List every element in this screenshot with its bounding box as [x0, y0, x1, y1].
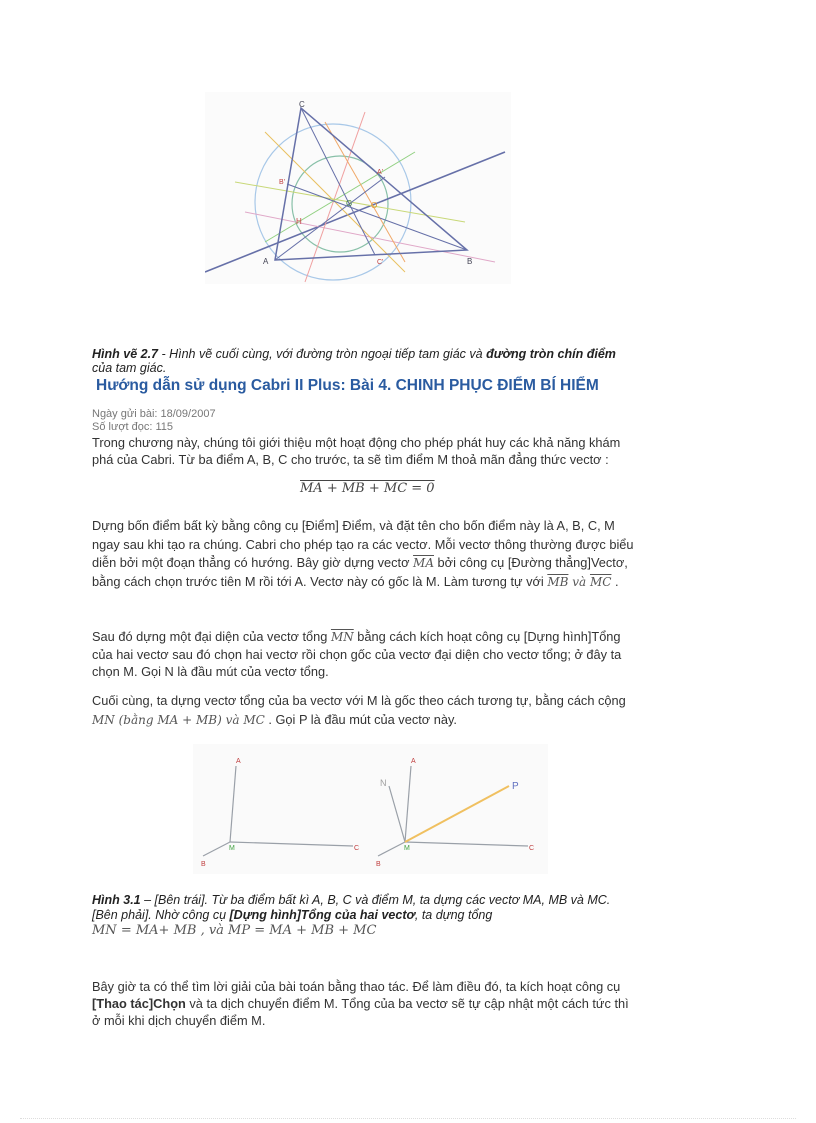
paragraph-manipulate: Bây giờ ta có thể tìm lời giải của bài toán bằng thao tác. Để làm điều đó, ta kích hoạt công cụ [Thao tác]Chọn và ta dịch chuyển điểm M. Tổng của ba vectơ sẽ tự cập nhật một cách tức thì ở mỗi khi dịch chuyển điểm M.: [92, 979, 629, 1028]
vector-mn: $\overline{MN}$: [330, 630, 354, 644]
vector-mc: $\overline{MC}$: [589, 574, 612, 589]
right-label-A: A: [411, 758, 416, 765]
caption-label: Hình vẽ 2.7: [92, 347, 158, 361]
figure-caption-2: Hình 3.1 – [Bên trái]. Từ ba điểm bất kì A, B, C và điểm M, ta dựng các vectơ MA, MB và MC. [Bên phải]. Nhờ công cụ [Dựng hình]Tổng của hai vectơ, ta dựng tổng MN = MA+ MB , và MP = MA + MB + MC: [92, 893, 611, 938]
paragraph-sum: Sau đó dựng một đại diện của vectơ tổng $\overline{MN}$ bằng cách kích hoạt công cụ [Dựng hình]Tổng của hai vectơ sau đó chọn hai vectơ rồi chọn gốc của vectơ đại diện cho vectơ tổng; ở đây ta chọn M. Gọi N là đầu mút của vectơ tổng.: [92, 629, 622, 679]
divider: [20, 1118, 796, 1119]
left-label-A: A: [236, 758, 241, 765]
label-P: P: [512, 781, 519, 792]
vector-equation: MA + MB + MC = 0: [300, 481, 435, 496]
caption-formula: MN = MA+ MB , và MP = MA + MB + MC: [92, 923, 377, 938]
right-label-B: B: [376, 861, 381, 868]
label-C1: C': [377, 259, 384, 266]
left-label-C: C: [354, 845, 360, 852]
label-O: O: [371, 201, 378, 210]
label-N: N: [380, 778, 387, 788]
figure-caption-1: Hình vẽ 2.7 - Hình vẽ cuối cùng, với đường tròn ngoại tiếp tam giác và đường tròn chín điểm của tam giác.: [92, 347, 616, 375]
label-G: G: [346, 199, 353, 208]
left-label-M: M: [229, 845, 235, 852]
article-title[interactable]: Hướng dẫn sử dụng Cabri II Plus: Bài 4. CHINH PHỤC ĐIỂM BÍ HIỂM: [96, 377, 599, 394]
view-count: Số lượt đọc: 115: [92, 421, 174, 433]
label-C: C: [299, 100, 305, 109]
right-label-C: C: [529, 845, 535, 852]
post-date: Ngày gửi bài: 18/09/2007: [92, 408, 216, 420]
right-label-M: M: [404, 845, 410, 852]
label-H: H: [296, 217, 302, 226]
label-B1: B': [279, 179, 286, 186]
vector-figure: [193, 744, 548, 874]
label-A: A: [263, 257, 269, 266]
paragraph-construct: Dựng bốn điểm bất kỳ bằng công cụ [Điểm] Điểm, và đặt tên cho bốn điểm này là A, B, C, M ngay sau khi tạo ra chúng. Cabri cho phép tạo ra các vectơ. Mỗi vectơ thông thường được biểu diễn bởi một đoạn thẳng có hướng. Bây giờ dựng vectơ $\overline{MA}$ bởi công cụ [Đường thẳng]Vectơ, bằng cách chọn trước tiên M rồi tới A. Vectơ này có gốc là M. Làm tương tự với $\overline{MB}$ và $\overline{MC}$ .: [92, 518, 634, 589]
vector-ma: $\overline{MA}$: [413, 556, 434, 570]
paragraph-intro: Trong chương này, chúng tôi giới thiệu một hoạt động cho phép phát huy các khả năng khám phá của Cabri. Từ ba điểm A, B, C cho trước, ta sẽ tìm điểm M thoả mãn đẳng thức vectơ :: [92, 435, 621, 467]
label-B: B: [467, 257, 473, 266]
left-label-B: B: [201, 861, 206, 868]
vector-mb: $\overline{MB}$: [547, 574, 569, 589]
tool-select: [Thao tác]Chọn: [92, 996, 186, 1011]
vector-expression: MN (bằng MA + MB) và MC: [92, 713, 265, 727]
geometry-figure-nine-point-circle: [205, 92, 511, 284]
label-A1: A': [377, 169, 384, 176]
paragraph-final: Cuối cùng, ta dựng vectơ tổng của ba vectơ với M là gốc theo cách tương tự, bằng cách cộng MN (bằng MA + MB) và MC . Gọi P là đầu mút của vectơ này.: [92, 693, 626, 727]
